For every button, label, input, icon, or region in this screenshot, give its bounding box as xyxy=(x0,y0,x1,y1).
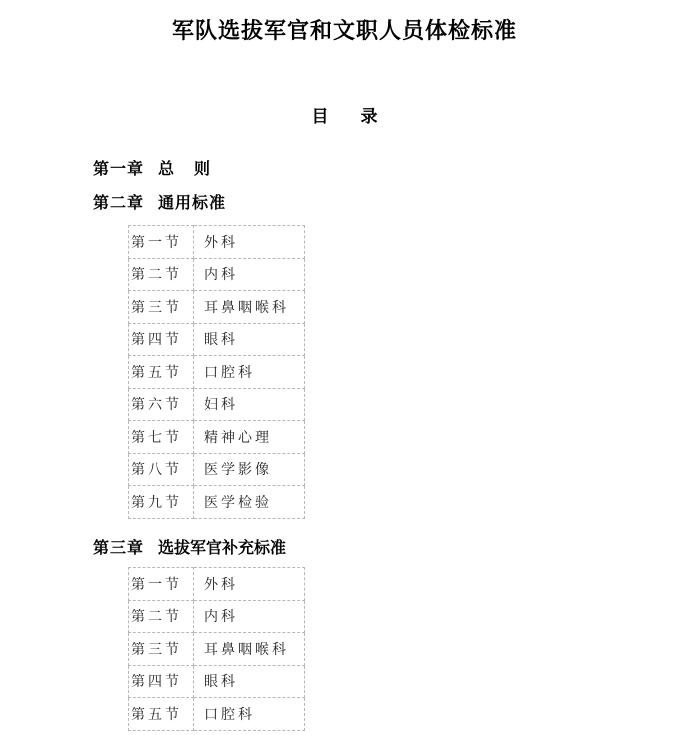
section-name: 口腔科 xyxy=(194,698,305,731)
section-number: 第二节 xyxy=(129,258,194,291)
section-row[interactable] xyxy=(129,291,305,324)
section-number: 第四节 xyxy=(129,323,194,356)
chapter-number: 第一章 xyxy=(93,159,145,178)
section-number: 第五节 xyxy=(129,356,194,389)
section-name: 外科 xyxy=(194,568,305,601)
section-number: 第一节 xyxy=(129,568,194,601)
chapter-1-heading[interactable] xyxy=(93,156,230,179)
section-number: 第七节 xyxy=(129,421,194,454)
section-name: 内科 xyxy=(194,258,305,291)
chapter-number: 第二章 xyxy=(93,193,145,212)
section-row[interactable] xyxy=(129,421,305,454)
section-name: 耳鼻咽喉科 xyxy=(194,291,305,324)
section-row[interactable] xyxy=(129,568,305,601)
section-row[interactable] xyxy=(129,633,305,666)
section-row[interactable] xyxy=(129,258,305,291)
section-row[interactable] xyxy=(129,486,305,519)
toc-heading-right: 录 xyxy=(360,107,378,127)
section-row[interactable] xyxy=(129,323,305,356)
section-number: 第三节 xyxy=(129,633,194,666)
section-number: 第四节 xyxy=(129,665,194,698)
section-name: 眼科 xyxy=(194,665,305,698)
section-name: 耳鼻咽喉科 xyxy=(194,633,305,666)
section-number: 第九节 xyxy=(129,486,194,519)
section-name: 外科 xyxy=(194,226,305,259)
chapter-3-heading[interactable] xyxy=(93,535,286,558)
section-number: 第五节 xyxy=(129,698,194,731)
section-number: 第六节 xyxy=(129,388,194,421)
document-title: 军队选拔军官和文职人员体检标准 xyxy=(171,18,517,44)
section-row[interactable] xyxy=(129,356,305,389)
chapter-name: 通用标准 xyxy=(158,193,227,212)
chapter-2-heading[interactable] xyxy=(93,190,226,213)
section-name: 内科 xyxy=(194,600,305,633)
section-number: 第八节 xyxy=(129,453,194,486)
section-name: 眼科 xyxy=(194,323,305,356)
chapter-3-section-table xyxy=(128,567,305,731)
toc-heading-left: 目 xyxy=(311,107,329,127)
section-name: 医学检验 xyxy=(194,486,305,519)
chapter-name: 选拔军官补充标准 xyxy=(158,538,287,557)
toc-heading xyxy=(0,102,689,127)
section-name: 精神心理 xyxy=(194,421,305,454)
section-name: 妇科 xyxy=(194,388,305,421)
section-row[interactable] xyxy=(129,453,305,486)
section-row[interactable] xyxy=(129,600,305,633)
section-row[interactable] xyxy=(129,388,305,421)
section-number: 第二节 xyxy=(129,600,194,633)
section-row[interactable] xyxy=(129,665,305,698)
section-number: 第一节 xyxy=(129,226,194,259)
chapter-name: 总则 xyxy=(158,159,231,178)
section-row[interactable] xyxy=(129,698,305,731)
chapter-number: 第三章 xyxy=(93,538,145,557)
chapter-2-section-table xyxy=(128,225,305,519)
section-name: 医学影像 xyxy=(194,453,305,486)
section-name: 口腔科 xyxy=(194,356,305,389)
section-row[interactable] xyxy=(129,226,305,259)
section-number: 第三节 xyxy=(129,291,194,324)
